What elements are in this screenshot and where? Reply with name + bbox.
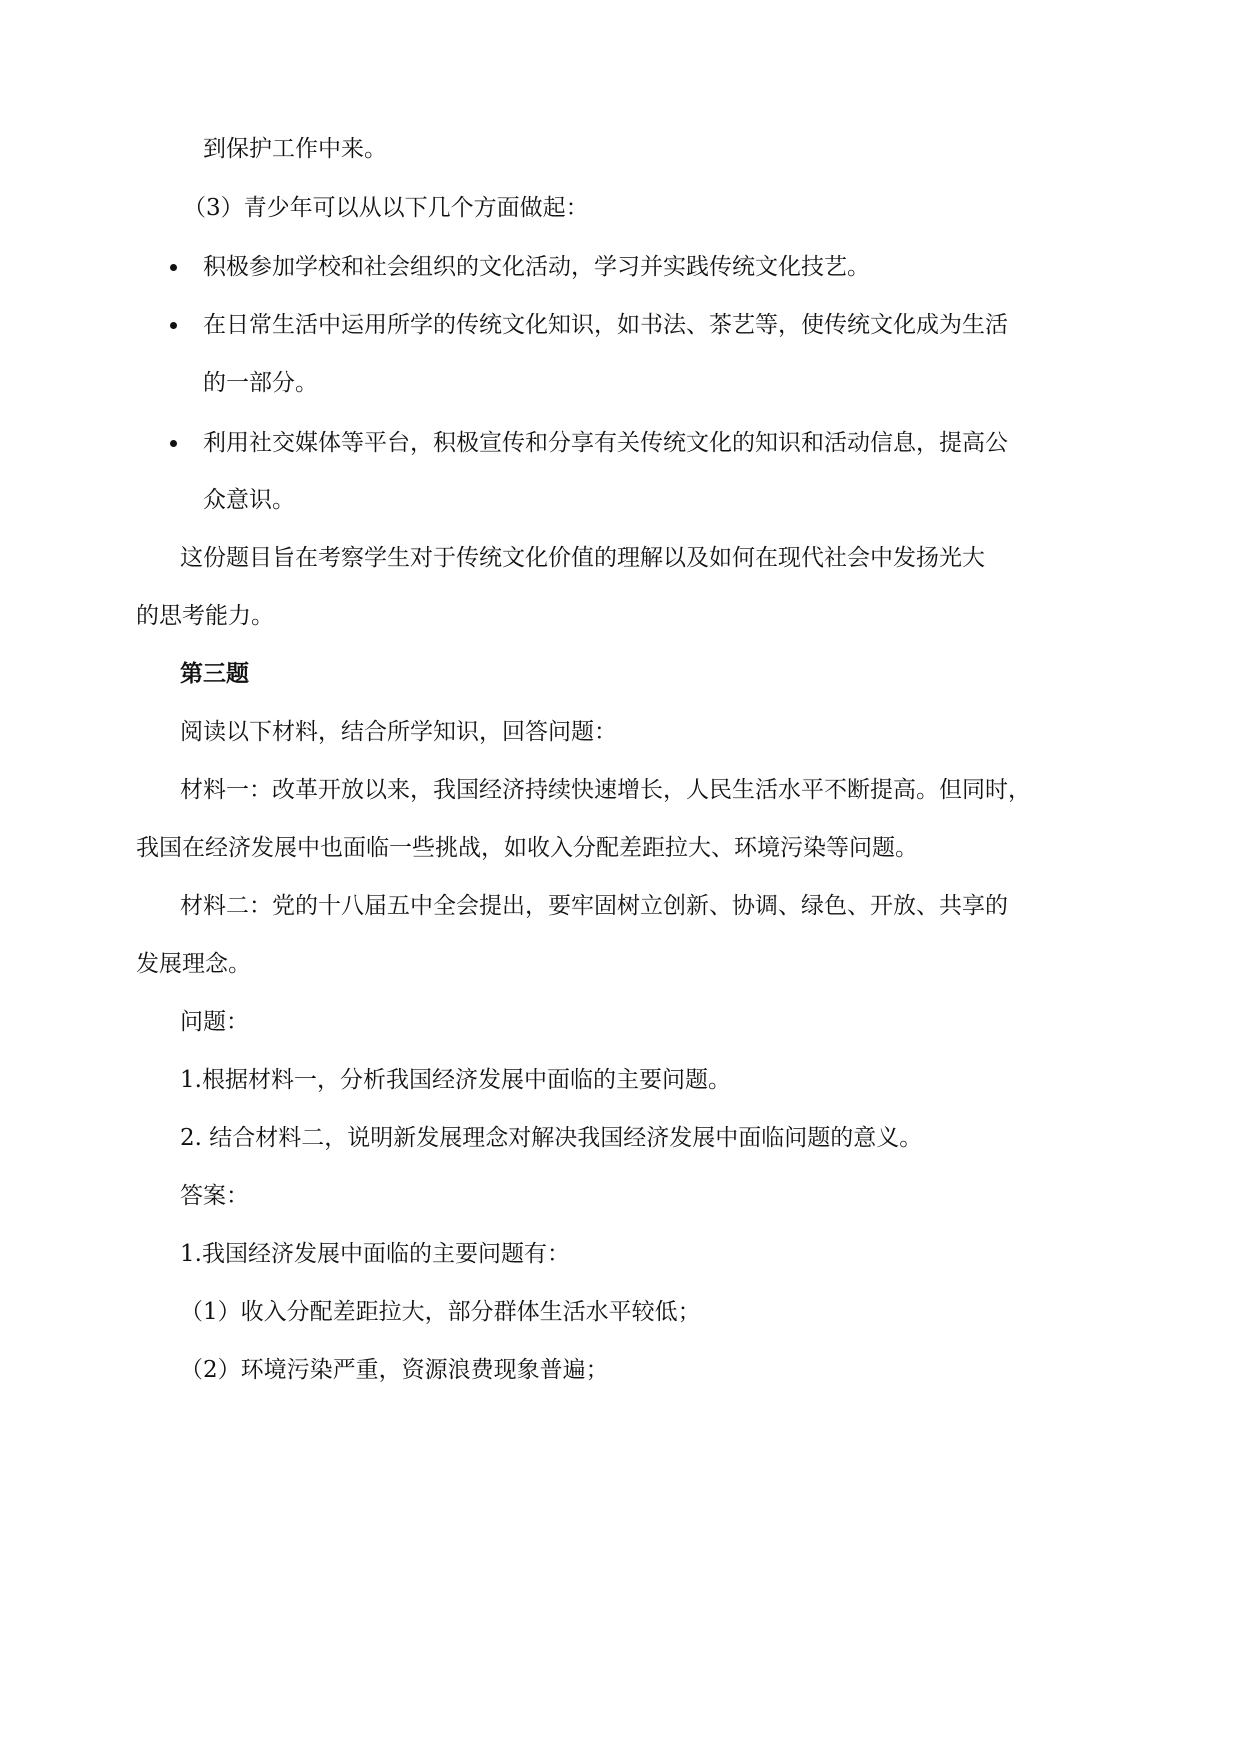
answer-label: 答案： — [180, 1183, 249, 1209]
question-2: 2. 结合材料二，说明新发展理念对解决我国经济发展中面临问题的意义。 — [180, 1125, 923, 1151]
answer-1-point-2: （2）环境污染严重，资源浪费现象普遍； — [180, 1357, 609, 1383]
material-one: 材料一：改革开放以来，我国经济持续快速增长，人民生活水平不断提高。但同时， — [180, 777, 1031, 803]
bullet-item-3: 利用社交媒体等平台，积极宣传和分享有关传统文化的知识和活动信息，提高公 — [203, 430, 1008, 456]
material-two: 材料二：党的十八届五中全会提出，要牢固树立创新、协调、绿色、开放、共享的 — [180, 893, 1008, 919]
bullet-item-3-continued: 众意识。 — [203, 487, 295, 513]
questions-label: 问题： — [180, 1009, 249, 1035]
bullet-icon — [170, 322, 177, 329]
list-intro: （3）青少年可以从以下几个方面做起： — [183, 195, 589, 221]
material-one-continued: 我国在经济发展中也面临一些挑战，如收入分配差距拉大、环境污染等问题。 — [136, 835, 918, 861]
instructions: 阅读以下材料，结合所学知识，回答问题： — [180, 719, 617, 745]
bullet-item-1: 积极参加学校和社会组织的文化活动，学习并实践传统文化技艺。 — [203, 254, 870, 280]
material-two-continued: 发展理念。 — [136, 951, 251, 977]
bullet-icon — [170, 264, 177, 271]
summary-paragraph: 这份题目旨在考察学生对于传统文化价值的理解以及如何在现代社会中发扬光大 — [180, 545, 985, 571]
bullet-icon — [170, 440, 177, 447]
section-heading: 第三题 — [180, 660, 249, 687]
bullet-item-2-continued: 的一部分。 — [203, 370, 318, 396]
question-1: 1.根据材料一，分析我国经济发展中面临的主要问题。 — [180, 1067, 731, 1093]
answer-1-point-1: （1）收入分配差距拉大，部分群体生活水平较低； — [180, 1299, 701, 1325]
paragraph-continuation: 到保护工作中来。 — [203, 136, 387, 162]
summary-paragraph-continued: 的思考能力。 — [136, 603, 274, 629]
answer-1-intro: 1.我国经济发展中面临的主要问题有： — [180, 1241, 570, 1267]
bullet-item-2: 在日常生活中运用所学的传统文化知识，如书法、茶艺等，使传统文化成为生活 — [203, 312, 1008, 338]
